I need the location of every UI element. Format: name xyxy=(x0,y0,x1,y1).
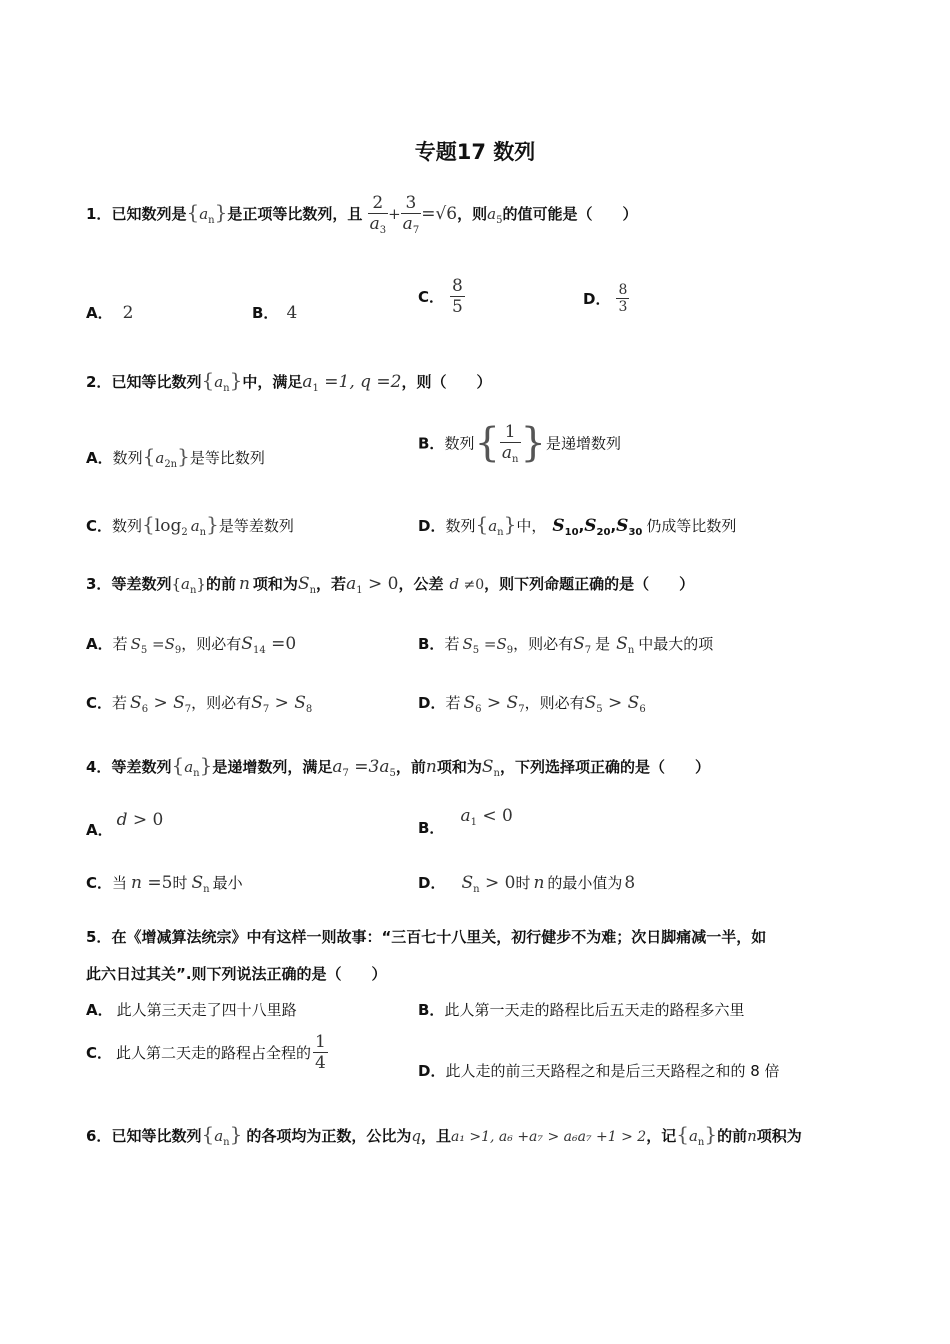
question-text: ，则 xyxy=(457,205,488,223)
brace-open: { xyxy=(186,200,200,224)
question-6 xyxy=(86,1122,802,1148)
subscript: n xyxy=(193,768,200,779)
question-5 xyxy=(86,926,766,947)
question-text: ，下列选择项正确的是（ ） xyxy=(499,758,710,776)
subscript: n xyxy=(493,768,500,779)
brace-close: } xyxy=(704,1122,718,1146)
question-text: ，前 xyxy=(395,758,426,776)
brace-close: } xyxy=(196,575,206,593)
q-symbol: q xyxy=(411,1127,421,1145)
q3-option-c: C．若 $S_6 > S_7$，则必有$S_7 > S_8$ xyxy=(86,693,313,715)
q4-option-b: B．$a_1 < 0$ xyxy=(418,806,513,837)
question-text: 项和为 xyxy=(252,575,298,593)
plus-sign: + xyxy=(388,205,401,223)
condition-symbol: a xyxy=(346,574,357,594)
condition-symbol: a xyxy=(302,372,313,392)
question-text: ，且 xyxy=(420,1127,451,1145)
q5-option-a: A． 此人第三天走了四十八里路 xyxy=(86,1001,297,1019)
sequence-symbol: a xyxy=(214,1127,224,1145)
subscript: n xyxy=(223,1137,230,1148)
equation-mid: =3a xyxy=(348,757,390,777)
question-number: 5． xyxy=(86,928,112,946)
q2-option-d: D．数列$\{a_n\}$中， $S_{10},S_{20},S_{30}$ 仍成等比数列 xyxy=(418,512,737,538)
brace-close: } xyxy=(229,1122,243,1146)
question-text: 项积为 xyxy=(756,1127,802,1145)
question-number: 3． xyxy=(86,575,112,593)
q1-option-a: A． 2 xyxy=(86,303,134,323)
n-symbol: n xyxy=(425,757,437,777)
question-1 xyxy=(86,193,637,236)
question-5-line2: 此六日过其关”.则下列说法正确的是（ ） xyxy=(86,965,387,983)
fraction-8-3: $\frac{8}{3}$ xyxy=(618,282,628,315)
question-text: ，则下列命题正确的是（ ） xyxy=(484,575,695,593)
subscript: 7 xyxy=(342,768,349,779)
sequence-symbol: a xyxy=(214,373,224,391)
q1-option-c: C． $\frac{8}{5}$ xyxy=(418,276,463,317)
q2-option-b: B．数列{ $\frac{1}{a_n}$ }是递增数列 xyxy=(418,420,621,466)
q5-option-d: D．此人走的前三天路程之和是后三天路程之和的 8 倍 xyxy=(418,1062,780,1080)
question-text: 项和为 xyxy=(436,758,482,776)
question-text: 等差数列 xyxy=(111,575,172,593)
page-title: 专题17 数列 xyxy=(414,140,536,164)
a7-symbol: a xyxy=(332,757,343,777)
question-number: 1． xyxy=(86,205,112,223)
question-text: 中，满足 xyxy=(242,373,303,391)
q3-option-b: B．若 $S_5 =S_9$，则必有$S_7$ 是 $S_n$ 中最大的项 xyxy=(418,634,714,656)
question-text: 等差数列 xyxy=(111,758,172,776)
s-symbol: S xyxy=(481,757,494,777)
n-symbol: n xyxy=(747,1127,757,1145)
d-rest: ≠0 xyxy=(459,577,485,593)
subscript: n xyxy=(309,585,317,596)
s-symbol: S xyxy=(297,574,310,594)
question-4 xyxy=(86,753,710,779)
question-text: 是正项等比数列，且 xyxy=(227,205,363,223)
fraction-3-a7: $\frac{3}{a_7}$ xyxy=(402,193,420,236)
subscript: n xyxy=(189,585,197,596)
question-text: 的值可能是（ ） xyxy=(502,205,638,223)
brace-open: { xyxy=(676,1122,689,1146)
question-text: ，记 xyxy=(646,1127,677,1145)
brace-close: } xyxy=(214,200,228,224)
condition-expression: a₁ >1, a₆ +a₇ > a₆a₇ +1 > 2 xyxy=(450,1129,647,1145)
subscript: n xyxy=(208,215,215,226)
subscript: 5 xyxy=(496,215,503,226)
q3-option-d: D．若 $S_6 > S_7$，则必有$S_5 > S_6$ xyxy=(418,693,646,715)
q2-option-a: A．数列$\{a_{2n}\}$是等比数列 xyxy=(86,444,265,470)
sequence-symbol: a xyxy=(688,1127,698,1145)
q4-option-c: C．当 n =5时 $S_n$ 最小 xyxy=(86,873,243,895)
q1-option-b: B． 4 xyxy=(252,303,298,323)
question-text: 是递增数列，满足 xyxy=(212,758,333,776)
sequence-symbol: a xyxy=(181,575,190,593)
question-text: ，则（ ） xyxy=(401,373,492,391)
question-number: 4． xyxy=(86,758,112,776)
fraction-1-an: $\frac{1}{a_n}$ xyxy=(501,421,519,465)
q2-option-c: C．数列{$\log_2$ $a_n$}是等差数列 xyxy=(86,512,294,538)
brace-open: { xyxy=(201,368,215,392)
question-number: 6． xyxy=(86,1127,112,1145)
question-2 xyxy=(86,368,492,394)
brace-open: { xyxy=(171,575,181,593)
question-text: ，公差 xyxy=(398,575,444,593)
question-text: 已知数列是 xyxy=(111,205,187,223)
question-text: 已知等比数列 xyxy=(111,373,202,391)
q5-option-b: B．此人第一天走的路程比后五天走的路程多六里 xyxy=(418,1001,745,1019)
question-3 xyxy=(86,573,694,596)
question-text-line1: 在《增减算法统宗》中有这样一则故事：“三百七十八里关，初行健步不为难；次日脚痛减一半，如 xyxy=(111,928,767,946)
question-text: 的前 xyxy=(717,1127,748,1145)
question-text: 已知等比数列 xyxy=(111,1127,202,1145)
brace-close: } xyxy=(199,753,213,777)
target-symbol: a xyxy=(487,205,497,223)
question-text: ，若 xyxy=(316,575,347,593)
brace-open: { xyxy=(171,753,185,777)
subscript: 5 xyxy=(389,768,396,779)
q4-option-a: A． d > 0 xyxy=(86,810,164,839)
question-text: 的各项均为正数，公比为 xyxy=(246,1127,412,1145)
sequence-symbol: a xyxy=(184,758,194,776)
sequence-symbol: a xyxy=(199,205,209,223)
subscript: 1 xyxy=(312,383,319,394)
subscript: n xyxy=(223,383,230,394)
question-text: 的前 xyxy=(205,575,236,593)
subscript: n xyxy=(697,1137,705,1148)
equation-rhs: =√6 xyxy=(421,204,458,224)
brace-open: { xyxy=(201,1122,215,1146)
fraction-1-4: $\frac{1}{4}$ xyxy=(315,1032,326,1073)
q5-option-c: C． 此人第二天走的路程占全程的 $\frac{1}{4}$ xyxy=(86,1032,326,1073)
q3-option-a: A．若 $S_5 =S_9$，则必有$S_{14} =0$ xyxy=(86,634,297,656)
d-symbol: d xyxy=(449,575,460,593)
q1-option-d: D． $\frac{8}{3}$ xyxy=(583,282,628,315)
subscript: 1 xyxy=(356,585,363,596)
fraction-8-5: $\frac{8}{5}$ xyxy=(452,276,463,317)
n-symbol: n xyxy=(238,574,250,594)
question-number: 2． xyxy=(86,373,112,391)
brace-close: } xyxy=(229,368,243,392)
q4-option-d: D． $S_n > 0$时 n 的最小值为 8 xyxy=(418,873,636,895)
condition-rest: > 0 xyxy=(362,574,399,594)
condition-rest: =1, q =2 xyxy=(318,372,402,392)
fraction-2-a3: $\frac{2}{a_3}$ xyxy=(369,193,387,236)
